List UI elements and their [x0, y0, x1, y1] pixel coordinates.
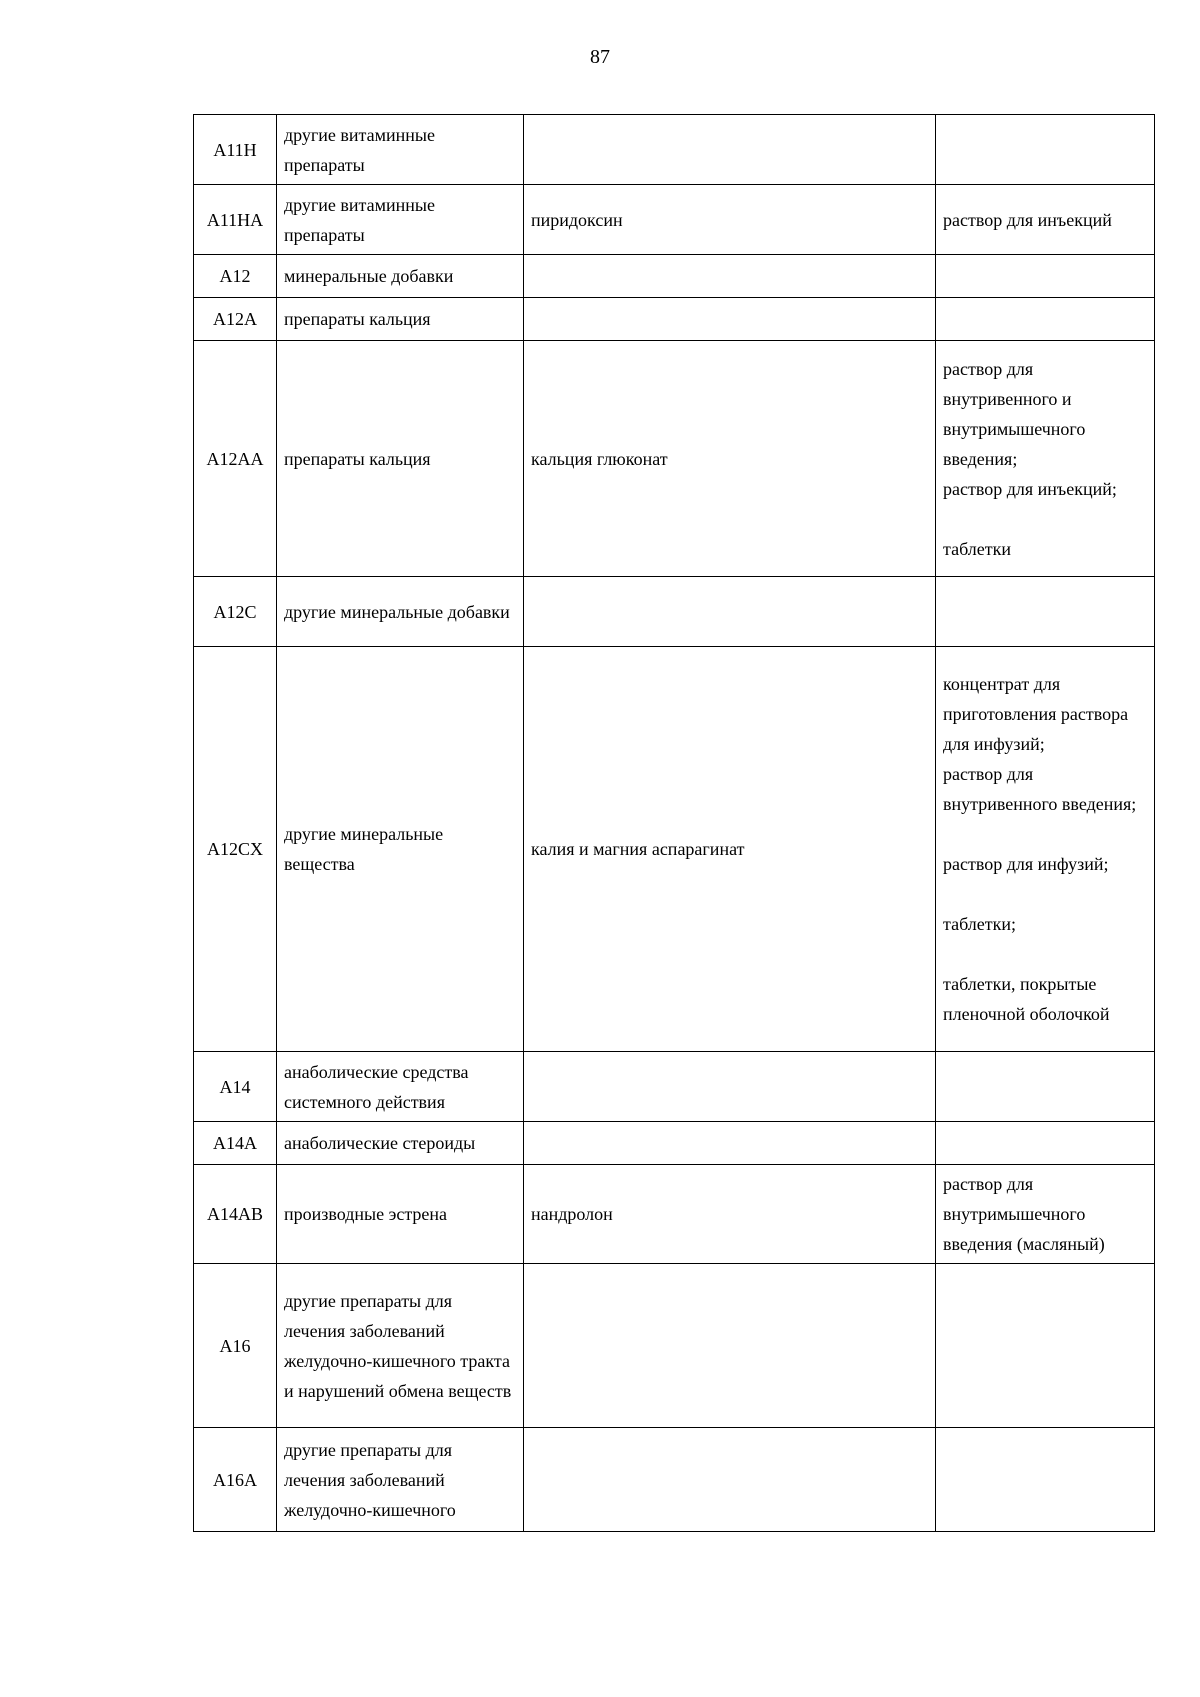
- group-cell: другие витаминные препараты: [277, 185, 524, 255]
- dosage-form: таблетки: [943, 538, 1012, 559]
- table-row: [194, 577, 1155, 647]
- table-row: [194, 185, 1155, 255]
- dosage-form: раствор для инъекций;: [943, 478, 1117, 499]
- dosage-form: раствор для инъекций: [943, 209, 1112, 230]
- dosage-form-cell: [936, 1165, 1155, 1264]
- drug-cell: [524, 1052, 936, 1122]
- group-cell: препараты кальция: [277, 298, 524, 341]
- drug-cell: нандролон: [524, 1165, 936, 1264]
- dosage-form: раствор для внутримышечного введения (масляный): [943, 1174, 1105, 1254]
- atc-code-cell: A12: [194, 255, 277, 298]
- group-cell: другие витаминные препараты: [277, 115, 524, 185]
- page-number: 87: [590, 46, 610, 68]
- drug-cell: [524, 298, 936, 341]
- dosage-form-cell: [936, 577, 1155, 647]
- dosage-form-cell: [936, 1122, 1155, 1165]
- atc-code-cell: A12A: [194, 298, 277, 341]
- group-cell: минеральные добавки: [277, 255, 524, 298]
- atc-code-cell: A14A: [194, 1122, 277, 1165]
- table-row: [194, 341, 1155, 577]
- drug-cell: кальция глюконат: [524, 341, 936, 577]
- table-row: [194, 1165, 1155, 1264]
- drug-cell: [524, 577, 936, 647]
- dosage-form-cell: [936, 185, 1155, 255]
- atc-code-cell: A11HA: [194, 185, 277, 255]
- table-row: [194, 298, 1155, 341]
- atc-code-cell: A16: [194, 1264, 277, 1428]
- dosage-form-cell: [936, 1264, 1155, 1428]
- drug-cell: [524, 1122, 936, 1165]
- dosage-form: концентрат для приготовления раствора для инфузий;: [943, 674, 1129, 754]
- dosage-form-cell: [936, 341, 1155, 577]
- table-row: [194, 115, 1155, 185]
- group-cell: анаболические стероиды: [277, 1122, 524, 1165]
- group-cell: другие минеральные добавки: [277, 577, 524, 647]
- dosage-form-cell: [936, 298, 1155, 341]
- drug-cell: [524, 255, 936, 298]
- group-cell: препараты кальция: [277, 341, 524, 577]
- atc-code-cell: A12C: [194, 577, 277, 647]
- atc-drug-table: [193, 114, 1155, 1532]
- atc-code-cell: A11H: [194, 115, 277, 185]
- table-row: [194, 255, 1155, 298]
- group-cell: производные эстрена: [277, 1165, 524, 1264]
- drug-cell: [524, 1264, 936, 1428]
- group-cell: другие препараты для лечения заболеваний желудочно-кишечного тракта и нарушений обмена веществ: [277, 1264, 524, 1428]
- dosage-form: раствор для инфузий;: [943, 854, 1109, 874]
- table-row: [194, 1122, 1155, 1165]
- table-row: [194, 1264, 1155, 1428]
- atc-code-cell: A12AA: [194, 341, 277, 577]
- table-row: [194, 1052, 1155, 1122]
- atc-code-cell: A14: [194, 1052, 277, 1122]
- atc-code-cell: A16A: [194, 1428, 277, 1532]
- dosage-form-cell: [936, 1428, 1155, 1532]
- atc-code-cell: A14AB: [194, 1165, 277, 1264]
- group-cell: анаболические средства системного действия: [277, 1052, 524, 1122]
- dosage-form-cell: [936, 1052, 1155, 1122]
- dosage-form: таблетки;: [943, 914, 1017, 934]
- dosage-form: раствор для внутривенного и внутримышечного введения;: [943, 358, 1086, 469]
- group-cell: другие минеральные вещества: [277, 647, 524, 1052]
- table-row: [194, 647, 1155, 1052]
- drug-cell: калия и магния аспарагинат: [524, 647, 936, 1052]
- atc-code-cell: A12CX: [194, 647, 277, 1052]
- table-row: [194, 1428, 1155, 1532]
- drug-cell: [524, 115, 936, 185]
- drug-cell: пиридоксин: [524, 185, 936, 255]
- group-cell: другие препараты для лечения заболеваний желудочно-кишечного: [277, 1428, 524, 1532]
- dosage-form: таблетки, покрытые пленочной оболочкой: [943, 974, 1110, 1024]
- drug-cell: [524, 1428, 936, 1532]
- dosage-form-cell: [936, 255, 1155, 298]
- dosage-form-cell: [936, 115, 1155, 185]
- dosage-form-cell: [936, 647, 1155, 1052]
- dosage-form: раствор для внутривенного введения;: [943, 764, 1137, 814]
